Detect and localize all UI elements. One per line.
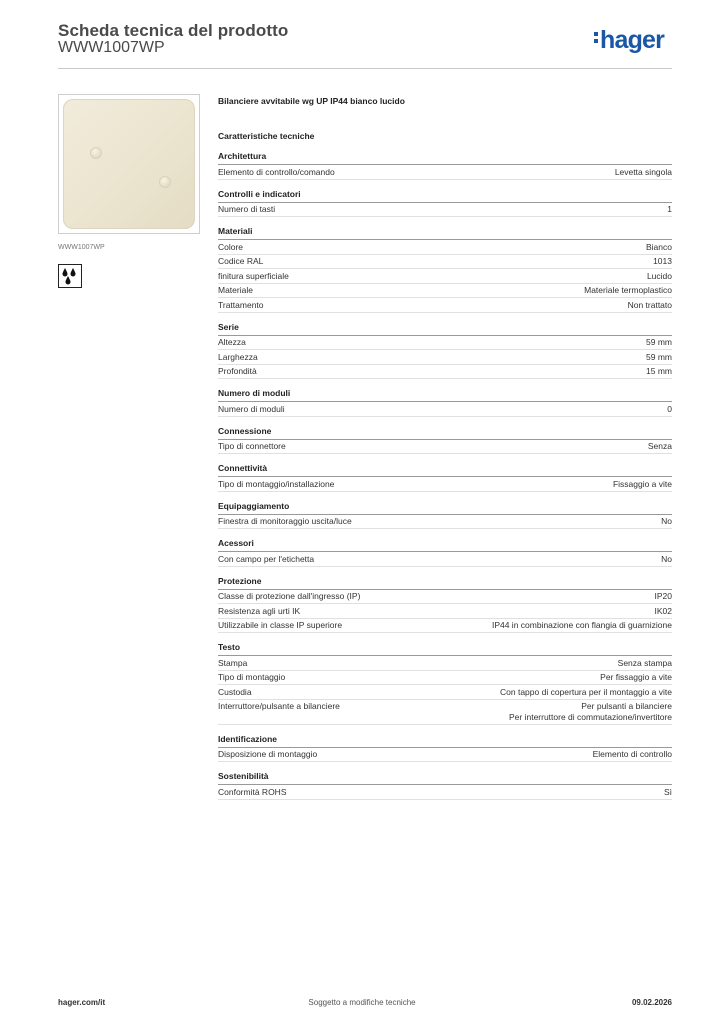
spec-label: Larghezza <box>218 351 258 362</box>
screw-cap-bottom <box>160 177 170 187</box>
spec-row <box>218 284 672 299</box>
spec-row <box>218 477 672 492</box>
footer-date: 09.02.2026 <box>631 998 672 1007</box>
header-divider <box>58 68 672 69</box>
specs-heading: Caratteristiche tecniche <box>218 131 315 141</box>
spec-group-title: Architettura <box>218 151 672 165</box>
spec-label: Elemento di controllo/comando <box>218 166 335 177</box>
spec-row <box>218 656 672 671</box>
spec-value: IK02 <box>654 605 672 616</box>
spec-value: No <box>661 553 672 564</box>
spec-label: Tipo di montaggio <box>218 672 286 682</box>
spec-group <box>218 322 672 380</box>
spec-group <box>218 734 672 763</box>
spec-row <box>218 298 672 313</box>
product-image <box>58 94 200 234</box>
spec-group-title: Numero di moduli <box>218 388 672 402</box>
spec-group <box>218 463 672 492</box>
spec-label: Tipo di connettore <box>218 441 286 451</box>
spec-value: Non trattato <box>627 299 672 310</box>
spec-group-title: Acessori <box>218 538 672 552</box>
spec-value: No <box>661 516 672 526</box>
logo-text: hager <box>600 26 665 54</box>
spec-group <box>218 426 672 455</box>
logo-colon-icon <box>594 29 600 46</box>
spec-group-title: Controlli e indicatori <box>218 189 672 203</box>
spec-label: Disposizione di montaggio <box>218 749 318 759</box>
spec-row <box>218 604 672 619</box>
spec-label: Materiale <box>218 285 253 295</box>
spec-group <box>218 501 672 530</box>
spec-row <box>218 255 672 270</box>
footer-note: Soggetto a modifiche tecniche <box>308 998 416 1007</box>
spec-group <box>218 388 672 417</box>
spec-group <box>218 189 672 218</box>
spec-label: Numero di tasti <box>218 204 276 214</box>
spec-row <box>218 165 672 180</box>
spec-value: 1 <box>667 204 672 214</box>
spec-group <box>218 226 672 313</box>
spec-row <box>218 440 672 455</box>
spec-value: 0 <box>667 403 672 414</box>
product-name: Bilanciere avvitabile wg UP IP44 bianco lucido <box>218 96 405 106</box>
spec-row <box>218 748 672 763</box>
ip44-water-drops-icon <box>58 264 82 288</box>
spec-label: Numero di moduli <box>218 403 285 414</box>
spec-label: Classe di protezione dall'ingresso (IP) <box>218 591 361 601</box>
spec-group-title: Testo <box>218 642 672 656</box>
spec-value: Bianco <box>646 241 672 252</box>
spec-label: Altezza <box>218 337 246 347</box>
spec-label: Finestra di monitoraggio uscita/luce <box>218 516 352 526</box>
footer-website: hager.com/it <box>58 998 106 1007</box>
spec-value: 59 mm <box>646 351 672 362</box>
spec-row <box>218 619 672 634</box>
spec-row <box>218 671 672 686</box>
spec-row <box>218 700 672 725</box>
spec-value: 59 mm <box>646 337 672 347</box>
spec-group-title: Identificazione <box>218 734 672 748</box>
spec-label: finitura superficiale <box>218 270 289 281</box>
spec-row <box>218 515 672 530</box>
spec-value: 1013 <box>653 256 672 266</box>
spec-value: Senza stampa <box>617 657 672 668</box>
spec-group-title: Sostenibilità <box>218 771 672 785</box>
spec-label: Tipo di montaggio/installazione <box>218 478 335 489</box>
spec-row <box>218 269 672 284</box>
spec-row <box>218 203 672 218</box>
spec-group <box>218 771 672 800</box>
spec-group <box>218 151 672 180</box>
screw-cap-top <box>91 148 101 158</box>
spec-row <box>218 590 672 605</box>
spec-groups <box>218 151 672 800</box>
spec-value: Senza <box>647 441 672 451</box>
spec-row <box>218 350 672 365</box>
rocker-plate <box>63 99 195 229</box>
spec-label: Trattamento <box>218 299 264 310</box>
page-title: Scheda tecnica del prodotto <box>58 21 289 40</box>
hager-logo <box>594 27 664 53</box>
spec-label: Resistenza agli urti IK <box>218 605 301 616</box>
spec-label: Codice RAL <box>218 256 264 266</box>
product-code: WWW1007WP <box>58 39 165 56</box>
spec-row <box>218 785 672 800</box>
spec-group-title: Materiali <box>218 226 672 240</box>
spec-value: Sì <box>663 786 672 797</box>
spec-group-title: Connessione <box>218 426 672 440</box>
spec-content <box>218 96 672 800</box>
image-caption: WWW1007WP <box>58 244 105 251</box>
spec-value: Levetta singola <box>614 166 672 177</box>
spec-row <box>218 365 672 380</box>
spec-label: Interruttore/pulsante a bilanciere <box>218 701 340 711</box>
spec-value: IP44 in combinazione con flangia di guarnizione <box>491 620 672 630</box>
spec-value: Elemento di controllo <box>592 749 672 759</box>
spec-label: Profondità <box>218 366 257 376</box>
spec-label: Utilizzabile in classe IP superiore <box>218 620 343 630</box>
spec-row <box>218 552 672 567</box>
spec-label: Con campo per l'etichetta <box>218 553 315 564</box>
spec-group-title: Equipaggiamento <box>218 501 672 515</box>
spec-group-title: Serie <box>218 322 672 336</box>
spec-row <box>218 685 672 700</box>
spec-label: Custodia <box>218 686 252 697</box>
spec-label: Colore <box>218 241 244 252</box>
spec-row <box>218 240 672 255</box>
spec-value: 15 mm <box>646 366 672 376</box>
spec-row <box>218 336 672 351</box>
spec-value: Per fissaggio a vite <box>600 672 672 682</box>
spec-label: Conformità ROHS <box>218 786 287 797</box>
spec-row <box>218 402 672 417</box>
spec-value: Fissaggio a vite <box>612 478 672 489</box>
spec-value: IP20 <box>654 591 672 601</box>
spec-value: Materiale termoplastico <box>584 285 672 295</box>
spec-group <box>218 642 672 725</box>
spec-group <box>218 576 672 634</box>
spec-group-title: Connettività <box>218 463 672 477</box>
spec-value: Per pulsanti a bilanciere Per interruttore di commutazione/invertitore <box>509 701 672 722</box>
spec-group-title: Protezione <box>218 576 672 590</box>
spec-group <box>218 538 672 567</box>
spec-value: Con tappo di copertura per il montaggio a vite <box>500 686 672 697</box>
spec-label: Stampa <box>218 657 248 668</box>
spec-value: Lucido <box>646 270 672 281</box>
